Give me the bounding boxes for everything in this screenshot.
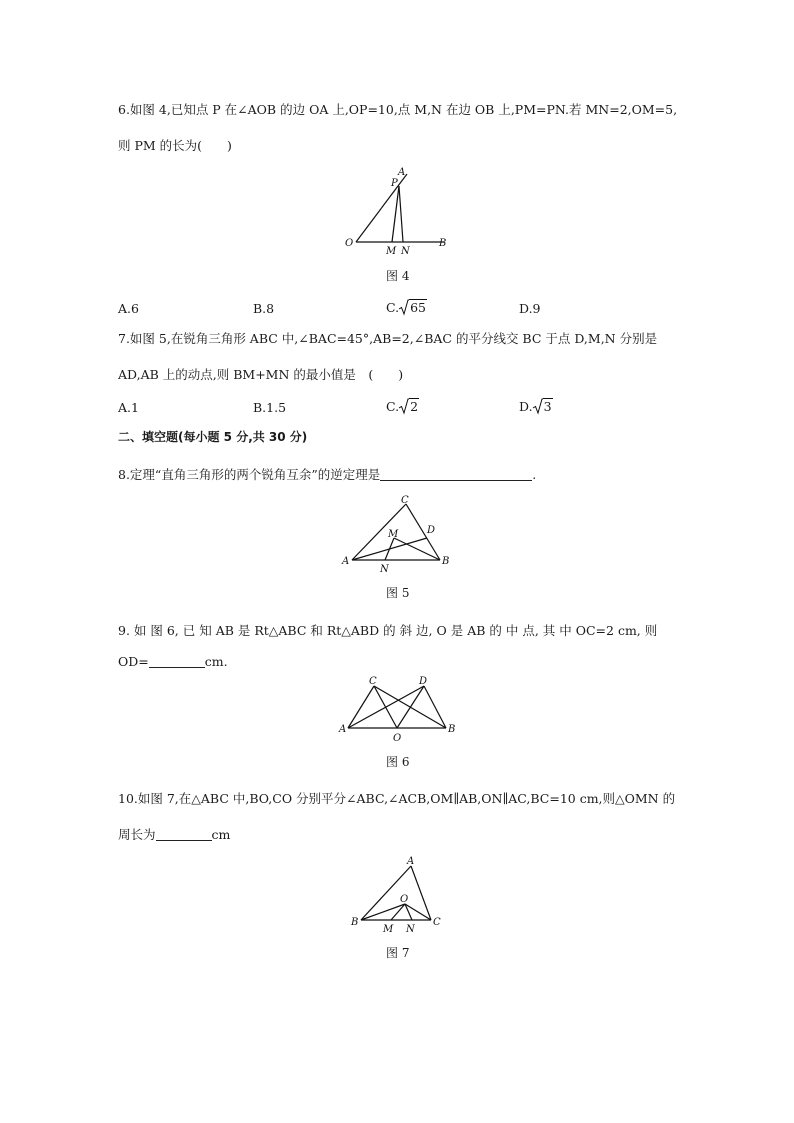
fig4-label-a: A	[398, 167, 406, 178]
fig7-label-o: O	[400, 894, 409, 905]
fig7-label-m: M	[383, 924, 394, 935]
q6-option-d: D.9	[519, 301, 541, 316]
fig6-label-o: O	[393, 733, 402, 744]
fig4-label-o: O	[345, 238, 354, 249]
figure-5	[338, 490, 458, 578]
figure-7	[345, 852, 453, 938]
fig6-label-c: C	[369, 676, 377, 687]
q8-text-end: .	[532, 467, 537, 482]
fig5-label-a: A	[342, 556, 350, 567]
fig7-label-n: N	[406, 924, 415, 935]
fig7-label-b: B	[351, 917, 359, 928]
fig6-label-b: B	[448, 724, 456, 735]
q7-option-c	[386, 398, 419, 415]
q7-option-c-radicand: 2	[410, 399, 419, 414]
fig5-label-c: C	[401, 495, 409, 506]
q7-text-line2: AD,AB 上的动点,则 BM+MN 的最小值是 ( )	[118, 367, 404, 382]
q8-text-body: 8.定理“直角三角形的两个锐角互余”的逆定理是	[118, 467, 381, 482]
fig5-label-d: D	[427, 525, 436, 536]
fig6-label-a: A	[339, 724, 347, 735]
fig6-label-d: D	[419, 676, 428, 687]
sqrt-icon	[399, 299, 409, 315]
fig7-label-c: C	[433, 917, 441, 928]
q7-text-line1: 7.如图 5,在锐角三角形 ABC 中,∠BAC=45°,AB=2,∠BAC 的平分线交 BC 于点 D,M,N 分别是	[118, 331, 658, 346]
figure-4	[340, 164, 460, 264]
figure-6	[336, 672, 462, 748]
q7-option-d-prefix: D.	[519, 399, 533, 414]
q9-answer-blank[interactable]	[149, 655, 205, 668]
q10-text-prefix: 周长为	[118, 827, 156, 842]
section-2-heading: 二、填空题(每小题 5 分,共 30 分)	[118, 430, 308, 444]
q6-option-a: A.6	[118, 301, 139, 316]
fig4-label-n: N	[401, 246, 410, 257]
q8-answer-blank[interactable]	[380, 468, 532, 481]
q6-option-c	[386, 299, 427, 316]
fig4-label-m: M	[386, 246, 397, 257]
q9-text-prefix: OD=	[118, 654, 149, 669]
q9-text-suffix: cm.	[204, 654, 228, 669]
fig4-label-b: B	[439, 238, 447, 249]
figure-5-caption: 图 5	[386, 586, 410, 600]
q6-text-line1: 6.如图 4,已知点 P 在∠AOB 的边 OA 上,OP=10,点 M,N 在边 OB 上,PM=PN.若 MN=2,OM=5,	[118, 102, 678, 117]
q7-option-d-radicand: 3	[543, 399, 552, 414]
fig7-label-a: A	[407, 856, 415, 867]
q7-option-c-prefix: C.	[386, 399, 400, 414]
figure-4-caption: 图 4	[386, 269, 410, 283]
fig5-label-b: B	[442, 556, 450, 567]
q10-answer-blank[interactable]	[156, 828, 212, 841]
q8-text	[118, 467, 536, 483]
sqrt-icon	[399, 398, 409, 414]
q7-option-b: B.1.5	[253, 400, 287, 415]
q10-text-suffix: cm	[211, 827, 231, 842]
q9-text-line2	[118, 654, 228, 670]
fig4-label-p: P	[391, 178, 398, 189]
figure-6-caption: 图 6	[386, 755, 410, 769]
q6-option-c-prefix: C.	[386, 300, 400, 315]
fig5-label-n: N	[380, 564, 389, 575]
sqrt-icon	[533, 398, 543, 414]
q10-text-line2	[118, 827, 230, 843]
q6-option-c-radicand: 65	[410, 300, 426, 315]
q10-text-line1: 10.如图 7,在△ABC 中,BO,CO 分别平分∠ABC,∠ACB,OM∥AB,ON∥AC,BC=10 cm,则△OMN 的	[118, 791, 676, 806]
q9-text-line1: 9. 如 图 6, 已 知 AB 是 Rt△ABC 和 Rt△ABD 的 斜 边, O 是 AB 的 中 点, 其 中 OC=2 cm, 则	[118, 623, 658, 638]
fig5-label-m: M	[388, 529, 399, 540]
q6-text-line2: 则 PM 的长为( )	[118, 138, 232, 153]
q7-option-d	[519, 398, 553, 415]
q6-option-b: B.8	[253, 301, 275, 316]
figure-7-caption: 图 7	[386, 946, 410, 960]
q7-option-a: A.1	[118, 400, 139, 415]
